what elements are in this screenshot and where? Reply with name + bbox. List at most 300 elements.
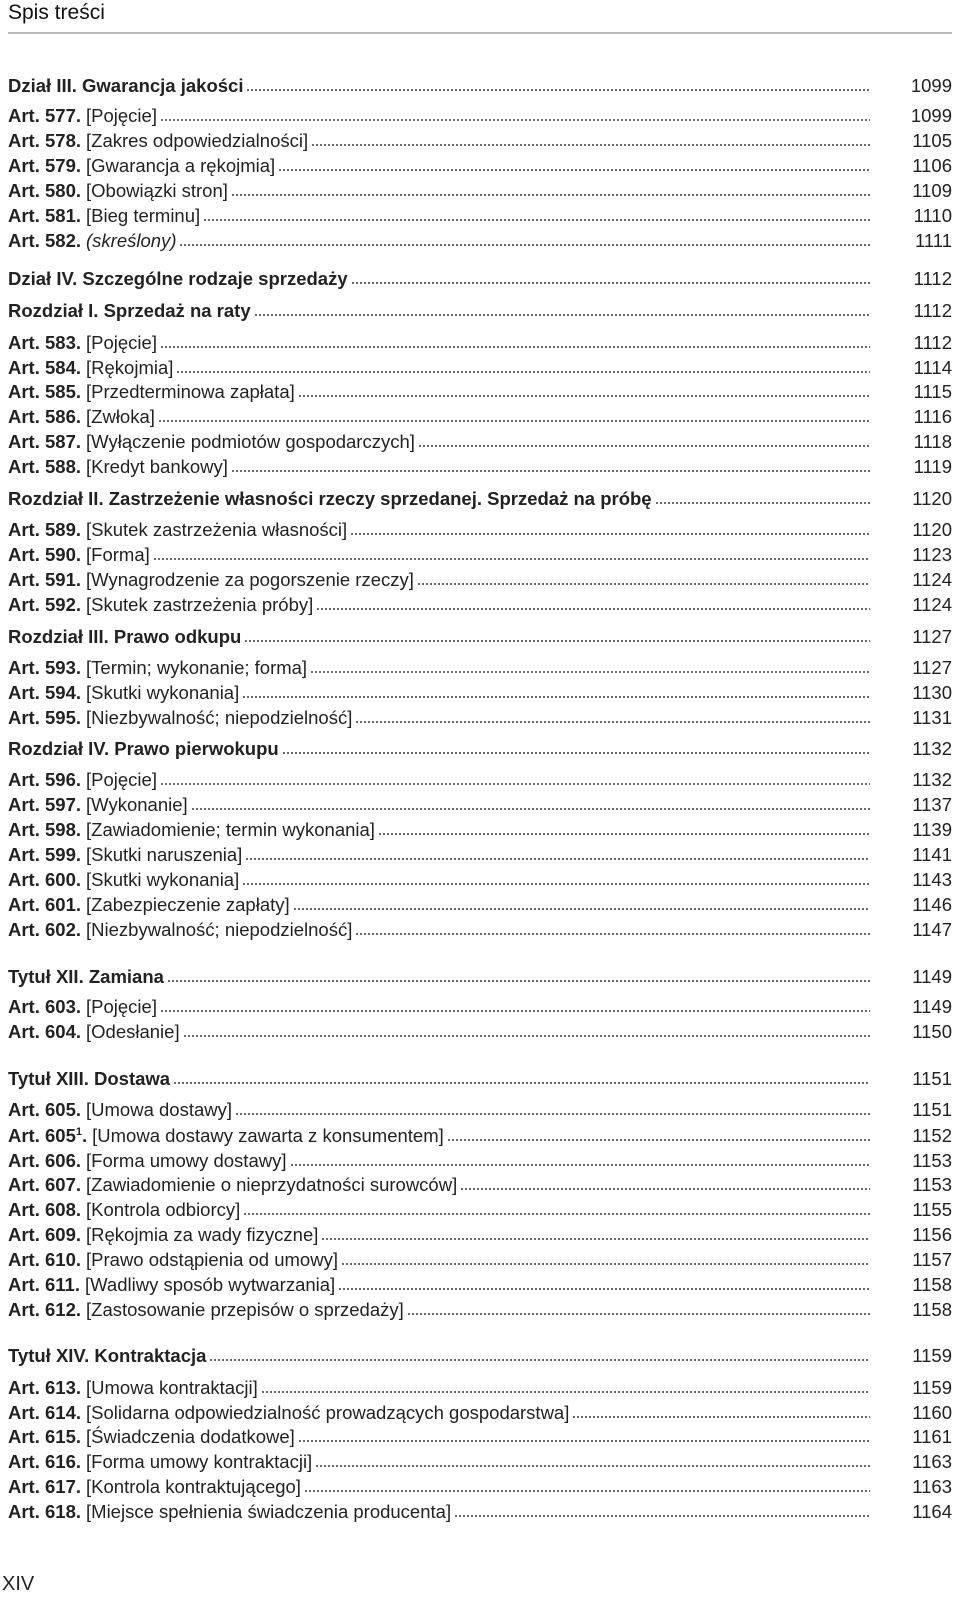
article-title: [Skutki wykonania]	[86, 869, 240, 890]
article-title: [Kontrola kontraktującego]	[86, 1476, 301, 1497]
article-number: Art. 585.	[8, 381, 82, 402]
dot-leader	[417, 583, 870, 585]
toc-article-row	[8, 1173, 952, 1197]
toc-entry-label	[8, 844, 242, 866]
toc-entry-label	[8, 105, 157, 127]
toc-entry-label	[8, 626, 241, 648]
toc-entry-label	[8, 357, 173, 379]
toc-article-row	[8, 1401, 952, 1425]
article-title: [Rękojmia za wady fizyczne]	[86, 1224, 319, 1245]
dot-leader	[160, 119, 870, 121]
page-ref: 1156	[912, 1224, 952, 1245]
toc-entry-label	[8, 1299, 404, 1321]
page-ref: 1139	[912, 819, 952, 840]
toc-article-row	[8, 818, 952, 842]
page-ref: 1163	[912, 1451, 952, 1472]
article-title: (skreślony)	[86, 230, 177, 251]
toc-entry-label	[8, 738, 279, 760]
page-ref: 1152	[912, 1125, 952, 1146]
dot-leader	[378, 833, 870, 835]
article-title: [Wadliwy sposób wytwarzania]	[85, 1274, 336, 1295]
page-ref: 1130	[912, 682, 952, 703]
article-number: Art. 593.	[8, 657, 82, 678]
article-title: [Zabezpieczenie zapłaty]	[86, 894, 290, 915]
article-title: [Odesłanie]	[86, 1021, 180, 1042]
article-title: [Skutki naruszenia]	[86, 844, 243, 865]
page-ref: 1153	[912, 1150, 952, 1171]
page-ref: 1158	[912, 1274, 952, 1295]
dot-leader	[167, 980, 870, 982]
page-ref: 1119	[913, 456, 952, 477]
dot-leader	[460, 1188, 870, 1190]
toc-article-row	[8, 893, 952, 917]
page-ref: 1146	[912, 894, 952, 915]
toc-article-row	[8, 229, 952, 253]
toc-heading-row	[8, 1344, 952, 1368]
page-ref: 1131	[912, 707, 952, 728]
dot-leader	[655, 502, 870, 504]
dot-leader	[209, 1359, 870, 1361]
article-number: Art. 605	[8, 1125, 76, 1146]
toc-article-row	[8, 455, 952, 479]
toc-entry-label	[8, 155, 275, 177]
article-number: Art. 581.	[8, 205, 82, 226]
page-ref: 1111	[914, 230, 952, 251]
toc-entry-label	[8, 1345, 206, 1367]
toc-entry-label	[8, 381, 295, 403]
dot-leader	[304, 1490, 870, 1492]
toc-entry-label	[8, 769, 157, 791]
toc-article-row	[8, 430, 952, 454]
toc-article-row	[8, 154, 952, 178]
toc-article-row	[8, 204, 952, 228]
toc-entry-label	[8, 894, 290, 916]
article-number-wrap	[8, 1125, 87, 1146]
dot-leader	[298, 395, 870, 397]
toc-article-row	[8, 405, 952, 429]
article-number: Art. 611.	[8, 1274, 80, 1295]
article-title: [Pojęcie]	[86, 105, 157, 126]
article-title: [Skutek zastrzeżenia własności]	[86, 519, 348, 540]
toc-entry-label	[8, 1021, 180, 1043]
toc-entry-label	[8, 919, 352, 941]
article-number-dot: .	[82, 1125, 88, 1146]
toc-heading-row	[8, 965, 952, 989]
article-number: Art. 612.	[8, 1299, 82, 1320]
section-heading-title: Rozdział II. Zastrzeżenie własności rzeczy sprzedanej. Sprzedaż na próbę	[8, 488, 652, 509]
article-title: [Kredyt bankowy]	[86, 456, 228, 477]
article-number: Art. 586.	[8, 406, 82, 427]
article-number: Art. 591.	[8, 569, 82, 590]
toc-entry-label	[8, 869, 239, 891]
article-number: Art. 615.	[8, 1426, 82, 1447]
toc-entry-label	[8, 1224, 318, 1246]
page-ref: 1158	[912, 1299, 952, 1320]
article-title: [Forma umowy dostawy]	[86, 1150, 287, 1171]
toc-entry-label	[8, 1174, 457, 1196]
article-title: [Wyłączenie podmiotów gospodarczych]	[86, 431, 415, 452]
toc-entry-label	[8, 544, 150, 566]
page-ref: 1151	[912, 1099, 952, 1120]
dot-leader	[242, 883, 870, 885]
page-ref: 1124	[912, 569, 952, 590]
article-number: Art. 596.	[8, 769, 82, 790]
article-number: Art. 610.	[8, 1249, 82, 1270]
toc-article-row	[8, 868, 952, 892]
section-heading-title: Tytuł XII. Zamiana	[8, 966, 164, 987]
page-ref: 1118	[913, 431, 952, 452]
article-number: Art. 580.	[8, 180, 82, 201]
dot-leader	[243, 1213, 870, 1215]
toc-article-row	[8, 1124, 952, 1148]
article-title: [Kontrola odbiorcy]	[86, 1199, 241, 1220]
article-title: [Umowa kontraktacji]	[86, 1377, 258, 1398]
toc-entry-label	[8, 488, 652, 510]
dot-leader	[153, 558, 870, 560]
dot-leader	[316, 608, 870, 610]
article-number: Art. 598.	[8, 819, 82, 840]
toc-entry-label	[8, 682, 239, 704]
page-ref: 1147	[912, 919, 952, 940]
page-ref: 1110	[913, 205, 952, 226]
toc-entry-label	[8, 230, 176, 252]
article-number: Art. 606.	[8, 1150, 82, 1171]
article-number: Art. 590.	[8, 544, 82, 565]
dot-leader	[298, 1440, 870, 1442]
article-number: Art. 602.	[8, 919, 82, 940]
article-title: [Forma umowy kontraktacji]	[86, 1451, 313, 1472]
toc-heading-row	[8, 1067, 952, 1091]
article-title: [Miejsce spełnienia świadczenia producenta]	[86, 1501, 452, 1522]
page-ref: 1112	[913, 332, 952, 353]
toc-entry-label	[8, 819, 375, 841]
toc-article-row	[8, 1248, 952, 1272]
page-ref: 1106	[912, 155, 952, 176]
article-title: [Zakres odpowiedzialności]	[86, 130, 309, 151]
article-number: Art. 579.	[8, 155, 82, 176]
article-number: Art. 618.	[8, 1501, 82, 1522]
page-ref: 1116	[913, 406, 952, 427]
page-ref: 1155	[912, 1199, 952, 1220]
page-ref: 1105	[912, 130, 952, 151]
article-title: [Bieg terminu]	[86, 205, 201, 226]
article-title: [Świadczenia dodatkowe]	[86, 1426, 295, 1447]
article-title: [Skutki wykonania]	[86, 682, 240, 703]
article-number: Art. 595.	[8, 707, 82, 728]
dot-leader	[242, 696, 870, 698]
page-ref: 1149	[912, 996, 952, 1017]
toc-article-row	[8, 179, 952, 203]
article-title: [Zawiadomienie o nieprzydatności surowców]	[86, 1174, 458, 1195]
toc-entry-label	[8, 1150, 287, 1172]
article-number: Art. 583.	[8, 332, 82, 353]
page-ref: 1132	[912, 738, 952, 759]
toc-entry-label	[8, 1125, 444, 1147]
page-ref: 1112	[913, 268, 952, 289]
toc-entry-label	[8, 594, 313, 616]
section-heading-title: Rozdział III. Prawo odkupu	[8, 626, 242, 647]
page-ref: 1157	[912, 1249, 952, 1270]
toc-article-row	[8, 593, 952, 617]
toc-entry-label	[8, 1501, 451, 1523]
article-number: Art. 599.	[8, 844, 82, 865]
toc-entry-label	[8, 1099, 232, 1121]
toc-entry-label	[8, 569, 414, 591]
dot-leader	[290, 1164, 871, 1166]
article-number: Art. 616.	[8, 1451, 82, 1472]
toc-entry-label	[8, 657, 307, 679]
article-number: Art. 604.	[8, 1021, 82, 1042]
article-title: [Wykonanie]	[86, 794, 188, 815]
toc-entry-label	[8, 1249, 338, 1271]
page-ref: 1149	[912, 966, 952, 987]
toc-article-row	[8, 843, 952, 867]
dot-leader	[160, 346, 870, 348]
toc-article-row	[8, 1425, 952, 1449]
page-ref: 1143	[912, 869, 952, 890]
dot-leader	[245, 858, 870, 860]
section-heading-title: Dział III. Gwarancja jakości	[8, 75, 244, 96]
toc-article-row	[8, 1223, 952, 1247]
page-ref: 1120	[912, 488, 952, 509]
dot-leader	[447, 1139, 870, 1141]
dot-leader	[572, 1416, 870, 1418]
dot-leader	[310, 671, 870, 673]
dot-leader	[160, 1010, 870, 1012]
dot-leader	[282, 752, 870, 754]
toc-entry-label	[8, 130, 308, 152]
page-ref: 1151	[912, 1068, 952, 1089]
toc-article-row	[8, 380, 952, 404]
article-number: Art. 607.	[8, 1174, 82, 1195]
article-title: [Rękojmia]	[86, 357, 174, 378]
toc-entry-label	[8, 300, 251, 322]
dot-leader	[176, 371, 870, 373]
toc-entry-label	[8, 996, 157, 1018]
toc-article-row	[8, 793, 952, 817]
article-title: [Solidarna odpowiedzialność prowadzących gospodarstwa]	[86, 1402, 570, 1423]
toc-article-row	[8, 1298, 952, 1322]
article-number: Art. 594.	[8, 682, 82, 703]
article-title: [Prawo odstąpienia od umowy]	[86, 1249, 338, 1270]
dot-leader	[293, 908, 870, 910]
article-number: Art. 588.	[8, 456, 82, 477]
article-number: Art. 600.	[8, 869, 82, 890]
page-ref: 1109	[912, 180, 952, 201]
toc-entry-label	[8, 1426, 295, 1448]
page-ref: 1137	[912, 794, 952, 815]
toc-entry-label	[8, 456, 228, 478]
article-title: [Niezbywalność; niepodzielność]	[86, 919, 353, 940]
dot-leader	[244, 640, 870, 642]
article-title: [Zastosowanie przepisów o sprzedaży]	[86, 1299, 404, 1320]
dot-leader	[351, 282, 870, 284]
dot-leader	[321, 1238, 870, 1240]
dot-leader	[350, 533, 870, 535]
page-ref: 1124	[912, 594, 952, 615]
toc-article-row	[8, 706, 952, 730]
toc-heading-row	[8, 625, 952, 649]
toc-article-row	[8, 1450, 952, 1474]
toc-heading-row	[8, 737, 952, 761]
page-ref: 1127	[912, 657, 952, 678]
dot-leader	[261, 1391, 870, 1393]
article-number: Art. 587.	[8, 431, 82, 452]
page-ref: 1132	[912, 769, 952, 790]
page-ref: 1159	[912, 1345, 952, 1366]
dot-leader	[203, 219, 870, 221]
toc-entry-label	[8, 966, 164, 988]
page-ref: 1114	[913, 357, 952, 378]
article-title: [Zwłoka]	[86, 406, 155, 427]
article-title: [Skutek zastrzeżenia próby]	[86, 594, 314, 615]
article-number: Art. 584.	[8, 357, 82, 378]
page-ref: 1159	[912, 1377, 952, 1398]
toc-entry-label	[8, 1068, 170, 1090]
dot-leader	[315, 1465, 870, 1467]
toc-article-row	[8, 1273, 952, 1297]
section-heading-title: Rozdział IV. Prawo pierwokupu	[8, 738, 279, 759]
dot-leader	[231, 194, 870, 196]
article-title: [Zawiadomienie; termin wykonania]	[86, 819, 375, 840]
dot-leader	[179, 244, 870, 246]
toc-article-row	[8, 356, 952, 380]
toc-entry-label	[8, 1451, 312, 1473]
toc-entry-label	[8, 75, 243, 97]
article-number: Art. 597.	[8, 794, 82, 815]
dot-leader	[235, 1113, 870, 1115]
toc-article-row	[8, 995, 952, 1019]
article-number: Art. 608.	[8, 1199, 82, 1220]
page-ref: 1153	[912, 1174, 952, 1195]
dot-leader	[231, 470, 870, 472]
article-number: Art. 603.	[8, 996, 82, 1017]
toc-entry-label	[8, 431, 415, 453]
article-number: Art. 578.	[8, 130, 82, 151]
article-number: Art. 592.	[8, 594, 82, 615]
page-ref: 1112	[913, 300, 952, 321]
page-ref: 1141	[912, 844, 952, 865]
toc-article-row	[8, 681, 952, 705]
article-title: [Termin; wykonanie; forma]	[86, 657, 308, 678]
page-ref: 1163	[912, 1476, 952, 1497]
article-title: [Wynagrodzenie za pogorszenie rzeczy]	[86, 569, 414, 590]
toc-heading-row	[8, 487, 952, 511]
toc-heading-row	[8, 74, 952, 98]
section-heading-title: Rozdział I. Sprzedaż na raty	[8, 300, 251, 321]
article-number: Art. 614.	[8, 1402, 82, 1423]
toc-entry-label	[8, 332, 157, 354]
article-title: [Gwarancja a rękojmia]	[86, 155, 276, 176]
page-number: XIV	[2, 1573, 35, 1595]
toc-article-row	[8, 1475, 952, 1499]
toc-entry-label	[8, 268, 348, 290]
toc-entry-label	[8, 519, 347, 541]
article-title: [Pojęcie]	[86, 996, 157, 1017]
dot-leader	[160, 783, 870, 785]
toc-article-row	[8, 1500, 952, 1524]
page-ref: 1150	[912, 1021, 952, 1042]
article-number: Art. 582.	[8, 230, 82, 251]
article-number: Art. 613.	[8, 1377, 82, 1398]
article-title: [Niezbywalność; niepodzielność]	[86, 707, 353, 728]
dot-leader	[355, 721, 870, 723]
dot-leader	[278, 169, 870, 171]
toc-article-row	[8, 331, 952, 355]
page-ref: 1115	[913, 381, 952, 402]
article-number: Art. 617.	[8, 1476, 82, 1497]
dot-leader	[254, 314, 870, 316]
dot-leader	[191, 808, 870, 810]
article-number: Art. 605.	[8, 1099, 82, 1120]
toc-article-row	[8, 518, 952, 542]
page-header-title: Spis treści	[8, 1, 105, 24]
article-number: Art. 601.	[8, 894, 82, 915]
toc-article-row	[8, 129, 952, 153]
dot-leader	[183, 1035, 870, 1037]
page-ref: 1099	[910, 105, 952, 126]
toc-heading-row	[8, 267, 952, 291]
toc-article-row	[8, 768, 952, 792]
article-superscript: 1	[75, 1125, 82, 1138]
page-ref: 1161	[912, 1426, 952, 1447]
page-ref: 1160	[912, 1402, 952, 1423]
article-title: [Pojęcie]	[86, 332, 157, 353]
toc-entry-label	[8, 1402, 569, 1424]
toc-entry-label	[8, 406, 155, 428]
article-number: Art. 589.	[8, 519, 82, 540]
toc-article-row	[8, 918, 952, 942]
toc-entry-label	[8, 180, 228, 202]
dot-leader	[311, 144, 870, 146]
dot-leader	[418, 445, 870, 447]
toc-entry-label	[8, 1377, 258, 1399]
section-heading-title: Dział IV. Szczególne rodzaje sprzedaży	[8, 268, 348, 289]
toc-entry-label	[8, 707, 352, 729]
dot-leader	[158, 420, 870, 422]
toc-article-row	[8, 1376, 952, 1400]
page-ref: 1120	[912, 519, 952, 540]
article-number: Art. 577.	[8, 105, 82, 126]
article-number: Art. 609.	[8, 1224, 82, 1245]
article-title: [Obowiązki stron]	[86, 180, 228, 201]
toc-article-row	[8, 1020, 952, 1044]
toc-entry-label	[8, 1199, 240, 1221]
toc-article-row	[8, 104, 952, 128]
dot-leader	[454, 1515, 870, 1517]
article-title: [Pojęcie]	[86, 769, 157, 790]
article-title: [Przedterminowa zapłata]	[86, 381, 295, 402]
page-ref: 1123	[912, 544, 952, 565]
toc-entry-label	[8, 205, 200, 227]
toc-entry-label	[8, 1274, 335, 1296]
dot-leader	[246, 89, 870, 91]
toc-article-row	[8, 543, 952, 567]
toc-article-row	[8, 656, 952, 680]
toc-article-row	[8, 1198, 952, 1222]
article-title: [Umowa dostawy]	[86, 1099, 233, 1120]
toc-article-row	[8, 1098, 952, 1122]
section-heading-title: Tytuł XIII. Dostawa	[8, 1068, 171, 1089]
toc-article-row	[8, 1149, 952, 1173]
page-ref: 1164	[912, 1501, 952, 1522]
article-title: [Forma]	[86, 544, 150, 565]
article-title: [Umowa dostawy zawarta z konsumentem]	[92, 1125, 444, 1146]
dot-leader	[355, 933, 870, 935]
toc-article-row	[8, 568, 952, 592]
toc-entry-label	[8, 1476, 301, 1498]
dot-leader	[173, 1082, 870, 1084]
